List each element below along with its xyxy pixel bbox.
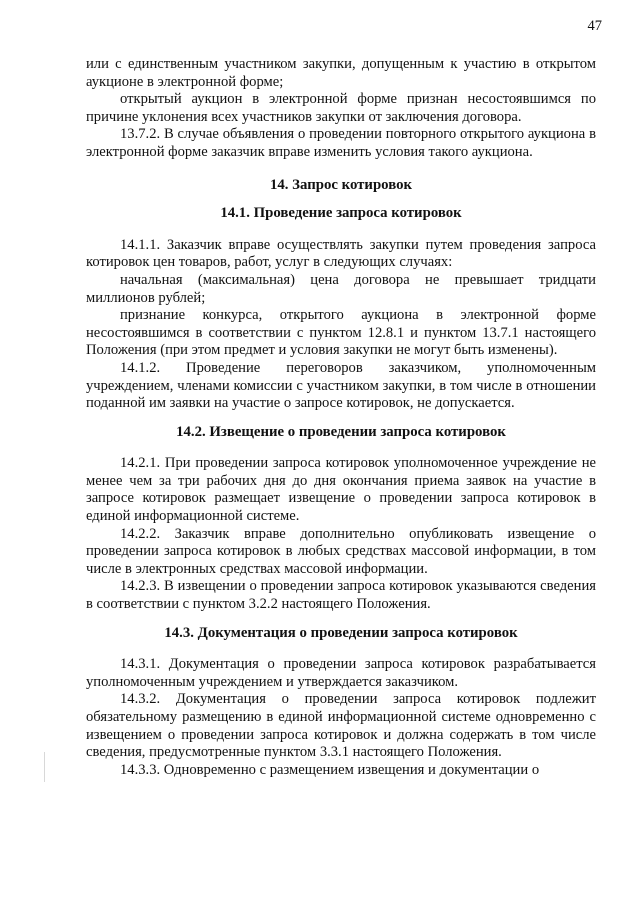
paragraph: 14.2.2. Заказчик вправе дополнительно опубликовать извещение о проведении запроса котировок в любых средствах массовой информации, в том числе в электронных средствах массовой информации. bbox=[86, 525, 596, 577]
paragraph: или с единственным участником закупки, допущенным к участию в открытом аукционе в электронной форме; bbox=[86, 56, 596, 90]
paragraph: 14.3.2. Документация о проведении запроса котировок подлежит обязательному размещению в единой информационной системе одновременно с извещением о проведении запроса котировок и должна содержать в том числе сведения, предусмотренные пунктом 3.3.1 настоящего Положения. bbox=[86, 691, 596, 761]
page-number: 47 bbox=[587, 18, 602, 34]
section-heading: 14.1. Проведение запроса котировок bbox=[220, 205, 462, 222]
section-heading: 14. Запрос котировок bbox=[269, 176, 413, 193]
section-heading: 14.3. Документация о проведении запроса котировок bbox=[164, 624, 518, 641]
paragraph: 13.7.2. В случае объявления о проведении повторного открытого аукциона в электронной форме заказчик вправе изменить условия такого аукциона. bbox=[86, 126, 596, 160]
paragraph: 14.1.2. Проведение переговоров заказчиком, уполномоченным учреждением, членами комиссии с участником закупки, в том числе в отношении поданной им заявки на участие о запросе котировок, не допускается. bbox=[86, 359, 596, 412]
paragraph: 14.2.3. В извещении о проведении запроса котировок указываются сведения в соответствии с пунктом 3.2.2 настоящего Положения. bbox=[86, 578, 596, 613]
paragraph: 14.3.1. Документация о проведении запроса котировок разрабатывается уполномоченным учреждением и утверждается заказчиком. bbox=[86, 656, 596, 690]
paragraph: 14.3.3. Одновременно с размещением извещения и документации о bbox=[120, 761, 540, 778]
margin-mark bbox=[44, 752, 45, 782]
paragraph: 14.1.1. Заказчик вправе осуществлять закупки путем проведения запроса котировок цен товаров, работ, услуг в следующих случаях: bbox=[86, 236, 596, 271]
paragraph: признание конкурса, открытого аукциона в электронной форме несостоявшимся в соответствии с пунктом 12.8.1 и пунктом 13.7.1 настоящего Положения (при этом предмет и условия закупки не могут быть изменены). bbox=[86, 307, 596, 359]
document-body bbox=[86, 56, 596, 779]
section-heading: 14.2. Извещение о проведении запроса котировок bbox=[176, 423, 506, 440]
paragraph: начальная (максимальная) цена договора не превышает тридцати миллионов рублей; bbox=[86, 271, 596, 306]
paragraph: открытый аукцион в электронной форме признан несостоявшимся по причине уклонения всех участников закупки от заключения договора. bbox=[86, 91, 596, 125]
paragraph: 14.2.1. При проведении запроса котировок уполномоченное учреждение не менее чем за три рабочих дня до дня окончания приема заявок на участие в запросе котировок размещает извещение о проведении запроса котировок в единой информационной системе. bbox=[86, 455, 596, 525]
